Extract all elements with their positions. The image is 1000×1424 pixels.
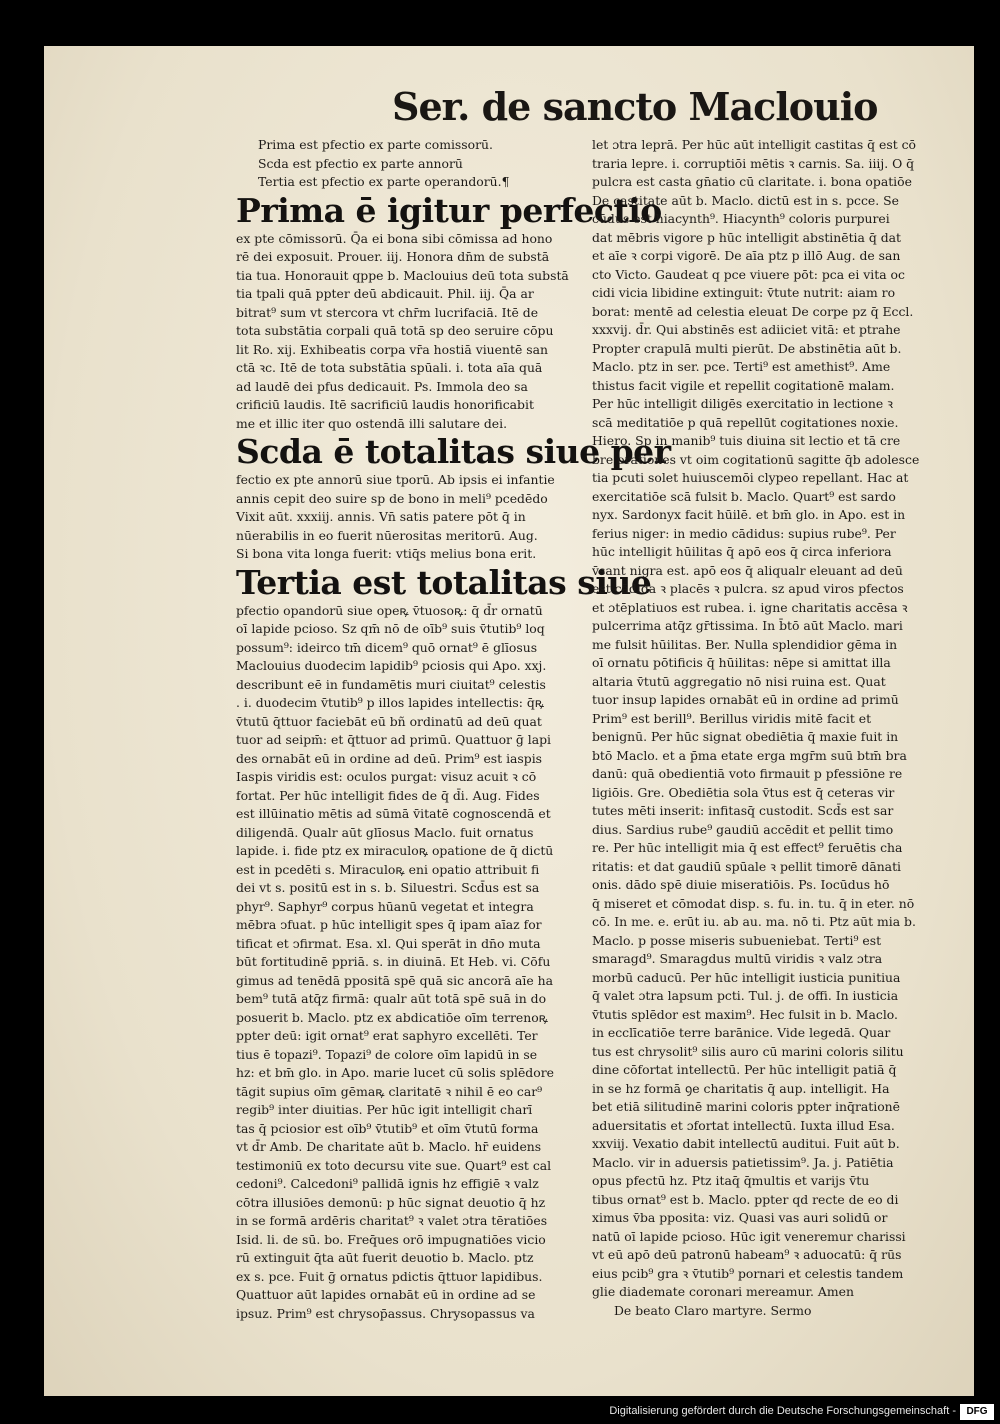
text-line: ximus v̄ba pposita: viz. Quasi vas auri solidū or bbox=[592, 1210, 888, 1225]
text-line: cūdus est hiacynth⁹. Hiacynth⁹ coloris purpurei bbox=[592, 211, 890, 226]
text-line: pulcerrima atq̄z gr̄tissima. In b̄tō aūt Maclo. mari bbox=[592, 618, 903, 633]
text-line: rū extinguit q̄ta aūt fuerit deuotio b. Maclo. ptz bbox=[236, 1250, 534, 1265]
text-line: est cādida ꝛ placēs ꝛ pulcra. sz apud viros pfectos bbox=[592, 581, 904, 596]
text-line: tus est chrysolit⁹ silis auro cū marini coloris silitu bbox=[592, 1043, 904, 1059]
text-line: . i. duodecim v̄tutib⁹ p illos lapides intellectis: q̄ꝶ bbox=[236, 695, 545, 710]
text-line: ex s. pce. Fuit ḡ ornatus pdictis q̄ttuor lapidibus. bbox=[236, 1268, 543, 1284]
text-line: borat: mentē ad celestia eleuat De corpe pz q̄ Eccl. bbox=[592, 303, 914, 319]
text-line: dius. Sardius rube⁹ gaudiū accēdit et pellit timo bbox=[592, 821, 894, 837]
text-line: Maclo. p posse miseris subueniebat. Terti⁹ est bbox=[592, 932, 882, 948]
text-line: Propter crapulā multi pierūt. De abstinētia aūt b. bbox=[592, 340, 902, 356]
text-line: Per hūc intelligit diligēs exercitatio in lectione ꝛ bbox=[592, 396, 893, 411]
text-line: Tertia est pfectio ex parte operandorū.¶ bbox=[258, 174, 510, 189]
text-line: Prim⁹ est berill⁹. Berillus viridis mitē facit et bbox=[592, 710, 872, 726]
text-line: v̄tutū q̄ttuor faciebāt eū bñ ordinatū ad deū quat bbox=[236, 713, 542, 729]
text-line: Prima est pfectio ex parte comissorū. bbox=[258, 137, 493, 152]
text-line: opus pfectū hz. Ptz itaq̄ q̄multis et varijs v̄tu bbox=[592, 1173, 870, 1188]
text-line: cō. In me. e. erūt iu. ab au. ma. nō ti. Ptz aūt mia b. bbox=[592, 914, 916, 929]
text-line: ferius niger: in medio cādidus: supius rube⁹. Per bbox=[592, 525, 896, 541]
text-line: est in pcedēti s. Miraculoꝶ eni opatio attribuit fi bbox=[236, 861, 540, 877]
text-line: natū oī lapide pcioso. Hūc igit veneremur charissi bbox=[592, 1228, 906, 1244]
text-line: dat mēbris vigore p hūc intelligit abstinētia q̄ dat bbox=[592, 229, 902, 245]
left-column bbox=[236, 136, 671, 1323]
text-line: in ecclīcatiōe terre barānice. Vide legedā. Quar bbox=[592, 1025, 891, 1040]
text-line: phyr⁹. Saphyr⁹ corpus hūanū vegetat et integra bbox=[236, 898, 534, 914]
text-line: oī ornatu pōtificis q̄ hūilitas: nēpe si amittat illa bbox=[592, 655, 891, 670]
intro-lines bbox=[236, 136, 576, 192]
text-line: mēbra ↄfuat. p hūc intelligit spes q̄ ipam aīaz for bbox=[236, 917, 542, 932]
text-line: posuerit b. Maclo. ptz ex abdicatiōe oīm terrenoꝶ bbox=[236, 1009, 549, 1025]
dfg-logo: DFG bbox=[960, 1404, 994, 1420]
text-line: possum⁹: ideirco tm̄ dicem⁹ quō ornat⁹ ē glīosus bbox=[236, 639, 538, 655]
text-line: cidi vicia libidine extinguit: v̄tute nutrit: aiam ro bbox=[592, 285, 896, 300]
text-line: danū: quā obedientiā voto firmauit p pfessiōne re bbox=[592, 766, 903, 781]
text-line: ex pte cōmissorū. Q̄a ei bona sibi cōmissa ad hono bbox=[236, 230, 553, 246]
text-line: tia pcuti solet huiuscemōi clypeo repellant. Hac at bbox=[592, 470, 909, 485]
text-line: lapide. i. fide ptz ex miraculoꝶ opatione de q̄ dictū bbox=[236, 843, 554, 858]
text-line: et ɔtēplatiuos est rubea. i. igne charitatis accēsa ꝛ bbox=[592, 599, 908, 615]
text-line: thistus facit vigile et repellit cogitationē malam. bbox=[592, 377, 895, 393]
text-line: crificiū laudis. Itē sacrificiū laudis honorificabit bbox=[236, 397, 534, 412]
text-line: Maclo. ptz in ser. pce. Terti⁹ est amethist⁹. Ame bbox=[592, 359, 891, 374]
right-column bbox=[592, 136, 937, 1320]
footer-credit: Digitalisierung gefördert durch die Deutsche Forschungsgemeinschaft - bbox=[609, 1405, 956, 1417]
text-line: pfectio opandorū siue opeꝶ v̄tuosoꝶ: q̄ d̄r ornatū bbox=[236, 602, 543, 618]
text-line: oī lapide pcioso. Sz qm̄ nō de oīb⁹ suis v̄tutib⁹ loq bbox=[236, 621, 545, 636]
text-line: tas q̄ pciosior est oīb⁹ v̄tutib⁹ et oīm v̄tutū forma bbox=[236, 1120, 539, 1136]
text-line: des ornabāt eū in ordine ad deū. Prim⁹ est iaspis bbox=[236, 750, 543, 766]
text-line: tibus ornat⁹ est b. Maclo. ppter qd recte de eo di bbox=[592, 1191, 899, 1207]
text-line: nyx. Sardonyx facit hūilē. et bm̄ glo. in Apo. est in bbox=[592, 507, 906, 522]
paragraph-secunda bbox=[236, 471, 576, 564]
text-line: tāgit supius oīm gēmaꝶ claritatē ꝛ nihil ē eo car⁹ bbox=[236, 1083, 543, 1099]
text-line: aduersitatis et ɔfortat intellectū. Iuxta illud Esa. bbox=[592, 1117, 895, 1133]
text-line: dine cōfortat intellectū. Per hūc intelligit patiā q̄ bbox=[592, 1062, 897, 1077]
rubric-prima: Prima ē igitur perfectio bbox=[236, 190, 662, 230]
text-line: et aīe ꝛ corpi vigorē. De aīa ptz p illō Aug. de san bbox=[592, 248, 901, 263]
text-line: regib⁹ inter diuitias. Per hūc igit intelligit charī bbox=[236, 1102, 533, 1117]
text-line: pulcra est casta gn̄atio cū claritate. i. bona opatiōe bbox=[592, 174, 912, 189]
text-line: glie diademate coronari mereamur. Amen bbox=[592, 1284, 854, 1299]
text-line: ad laudē dei pfus dedicauit. Ps. Immola deo sa bbox=[236, 378, 528, 394]
text-line: in se hz formā ꝯe charitatis q̄ aup. intelligit. Ha bbox=[592, 1080, 890, 1096]
text-line: tutes mēti inserit: infitasq̄ custodit. Scd̄s est sar bbox=[592, 803, 894, 818]
text-line: hūc intelligit hūilitas q̄ apō eos q̄ circa inferiora bbox=[592, 544, 892, 559]
text-line: ritatis: et dat gaudiū spūale ꝛ pellit timorē dānati bbox=[592, 858, 902, 874]
text-line: bem⁹ tutā atq̄z firmā: qualr aūt totā spē suā in do bbox=[236, 991, 547, 1006]
text-line: būt fortitudinē ppriā. s. in diuinā. Et Heb. vi. Cōfu bbox=[236, 954, 551, 969]
text-line: benignū. Per hūc signat obediētia q̄ maxie fuit in bbox=[592, 729, 899, 744]
text-line: De beato Claro martyre. Sermo bbox=[614, 1302, 812, 1318]
text-line: btō Maclo. et a p̄ma etate erga mgr̄m suū btm̄ bra bbox=[592, 747, 907, 763]
text-line: est illūinatio mētis ad sūmā v̄itatē cognoscendā et bbox=[236, 806, 551, 821]
text-line: describunt eē in fundamētis muri ciuitat⁹ celestis bbox=[236, 676, 546, 692]
text-line: nūerabilis in eo fuerit nūerositas meritorū. Aug. bbox=[236, 527, 538, 543]
text-line: vt eū apō deū patronū habeam⁹ ꝛ aduocatū: q̄ rūs bbox=[592, 1247, 902, 1262]
rubric-tertia: Tertia est totalitas siue bbox=[236, 562, 652, 602]
text-line: ppter deū: igit ornat⁹ erat saphyro excellēti. Ter bbox=[236, 1028, 538, 1043]
text-line: cōtra illusiōes demonū: p hūc signat deuotio q̄ hz bbox=[236, 1194, 546, 1210]
text-line: exercitatiōe scā fulsit b. Maclo. Quart⁹ est sardo bbox=[592, 488, 896, 504]
text-line: dei vt s. positū est in s. b. Siluestri. Scd̄us est sa bbox=[236, 880, 540, 895]
text-line: tificat et ↄfirmat. Esa. xl. Qui sperāt in dn̄o muta bbox=[236, 935, 541, 951]
page-header: Ser. de sancto Maclouio bbox=[392, 84, 878, 129]
text-line: Maclo. vir in aduersis patietissim⁹. Ja. j. Patiētia bbox=[592, 1154, 894, 1170]
text-line: xxviij. Vexatio dabit intellectū auditui. Fuit aūt b. bbox=[592, 1136, 900, 1151]
text-line: scā meditatiōe p quā repellūt cogitationes noxie. bbox=[592, 414, 899, 430]
text-line: tius ē topazi⁹. Topazi⁹ de colore oīm lapidū in se bbox=[236, 1046, 538, 1062]
text-line: re. Per hūc intelligit mia q̄ est effect⁹ feruētis cha bbox=[592, 840, 903, 855]
paragraph-tertia bbox=[236, 602, 576, 1324]
text-line: bitrat⁹ sum vt stercora vt chr̄m lucrifaciā. Itē de bbox=[236, 304, 539, 320]
text-line: xxxvij. d̄r. Qui abstinēs est adiiciet vitā: et ptrahe bbox=[592, 322, 901, 337]
text-line: me et illic iter quo ostendā illi salutare dei. bbox=[236, 415, 508, 431]
text-line: v̄tutis splēdor est maxim⁹. Hec fulsit in b. Maclo. bbox=[592, 1006, 898, 1022]
text-line: lit Ro. xij. Exhibeatis corpa vr̄a hostiā viuentē san bbox=[236, 341, 548, 357]
text-line: gimus ad tenēdā ppositā spē quā sic ancorā aīe ha bbox=[236, 972, 554, 988]
text-line: Isid. li. de sū. bo. Freq̄ues orō impugnatiōes vicio bbox=[236, 1231, 546, 1247]
text-line: bre orationes vt oim cogitationū sagitte q̄b adolesce bbox=[592, 451, 920, 467]
text-line: fortat. Per hūc intelligit fides de q̄ d̄i. Aug. Fides bbox=[236, 787, 540, 803]
text-line: vt d̄r Amb. De charitate aūt b. Maclo. hr̄ euidens bbox=[236, 1139, 542, 1154]
text-line: Si bona vita longa fuerit: vtiq̄s melius bona erit. bbox=[236, 546, 537, 561]
text-line: Quattuor aūt lapides ornabāt eū in ordine ad se bbox=[236, 1287, 536, 1302]
text-line: tuor insup lapides ornabāt eū in ordine ad primū bbox=[592, 692, 899, 707]
text-line: bet etiā silitudinē marini coloris ppter inq̄rationē bbox=[592, 1099, 900, 1114]
text-line: let ɔtra leprā. Per hūc aūt intelligit castitas q̄ est cō bbox=[592, 137, 917, 152]
text-line: Maclouius duodecim lapidib⁹ pciosis qui Apo. xxj. bbox=[236, 658, 547, 673]
text-line: ctā ꝛc. Itē de tota substātia spūali. i. tota aīa quā bbox=[236, 360, 543, 375]
text-line: tia tpali quā ppter deū abdicauit. Phil. iij. Q̄a ar bbox=[236, 286, 534, 301]
text-line: rē dei exposuit. Prouer. iij. Honora dn̄m de substā bbox=[236, 249, 550, 264]
text-line: q̄ valet ɔtra lapsum pcti. Tul. j. de offi. In iusticia bbox=[592, 988, 899, 1003]
text-line: De castitate aūt b. Maclo. dictū est in s. pcce. Se bbox=[592, 192, 899, 208]
right-text bbox=[592, 136, 937, 1320]
text-line: me fulsit hūilitas. Ber. Nulla splendidior gēma in bbox=[592, 636, 898, 652]
text-line: Scda est pfectio ex parte annorū bbox=[258, 155, 463, 171]
text-line: morbū caducū. Per hūc intelligit iusticia punitiua bbox=[592, 969, 901, 985]
text-line: ipsuz. Prim⁹ est chrysop̄assus. Chrysopassus va bbox=[236, 1305, 535, 1321]
text-line: q̄ miseret et cōmodat disp. s. fu. in. tu. q̄ in eter. nō bbox=[592, 895, 915, 911]
text-line: tuor ad seipm̄: et q̄ttuor ad primū. Quattuor ḡ lapi bbox=[236, 732, 552, 747]
text-line: eius pcib⁹ gra ꝛ v̄tutib⁹ pornari et celestis tandem bbox=[592, 1265, 904, 1281]
text-line: diligendā. Qualr aūt glīosus Maclo. fuit ornatus bbox=[236, 824, 534, 840]
text-line: hz: et bm̄ glo. in Apo. marie lucet cū solis splēdore bbox=[236, 1065, 554, 1080]
text-line: annis cepit deo suire sp de bono in meli⁹ pcedēdo bbox=[236, 490, 548, 506]
text-line: onis. dādo spē diuie miseratiōis. Ps. Iocūdus hō bbox=[592, 877, 890, 892]
paragraph-prima bbox=[236, 230, 576, 434]
text-line: fectio ex pte annorū siue tporū. Ab ipsis ei infantie bbox=[236, 472, 555, 487]
text-line: smaragd⁹. Smaragdus multū viridis ꝛ valz ɔtra bbox=[592, 951, 883, 966]
text-line: testimoniū ex toto decursu vite sue. Quart⁹ est cal bbox=[236, 1157, 552, 1173]
text-line: v̄sant nigra est. apō eos q̄ aliqualr eleuant ad deū bbox=[592, 562, 903, 578]
text-line: tia tua. Honorauit qppe b. Maclouius deū tota substā bbox=[236, 267, 569, 283]
text-line: ligiōis. Gre. Obediētia sola v̄tus est q̄ ceteras vir bbox=[592, 784, 895, 800]
text-line: traria lepre. i. corruptiōi mētis ꝛ carnis. Sa. iiij. O q̄ bbox=[592, 155, 915, 171]
text-line: Vixit aūt. xxxiij. annis. Vn̄ satis patere pōt q̄ in bbox=[236, 509, 526, 524]
text-line: altaria v̄tutū aggregatio nō nisi ruina est. Quat bbox=[592, 673, 886, 689]
rubric-secunda: Scda ē totalitas siue per bbox=[236, 432, 671, 471]
text-line: cedoni⁹. Calcedoni⁹ pallidā ignis hz effigiē ꝛ valz bbox=[236, 1176, 539, 1191]
text-line: cto Victo. Gaudeat q pce viuere pōt: pca ei vita oc bbox=[592, 266, 905, 282]
text-line: in se formā ardēris charitat⁹ ꝛ valet ɔtra tēratiōes bbox=[236, 1213, 548, 1228]
text-line: Iaspis viridis est: oculos purgat: visuz acuit ꝛ cō bbox=[236, 769, 537, 784]
text-line: Hiero. Sp in manib⁹ tuis diuina sit lectio et tā cre bbox=[592, 433, 901, 448]
text-line: tota substātia corpali quā totā sp deo seruire cōpu bbox=[236, 323, 554, 338]
